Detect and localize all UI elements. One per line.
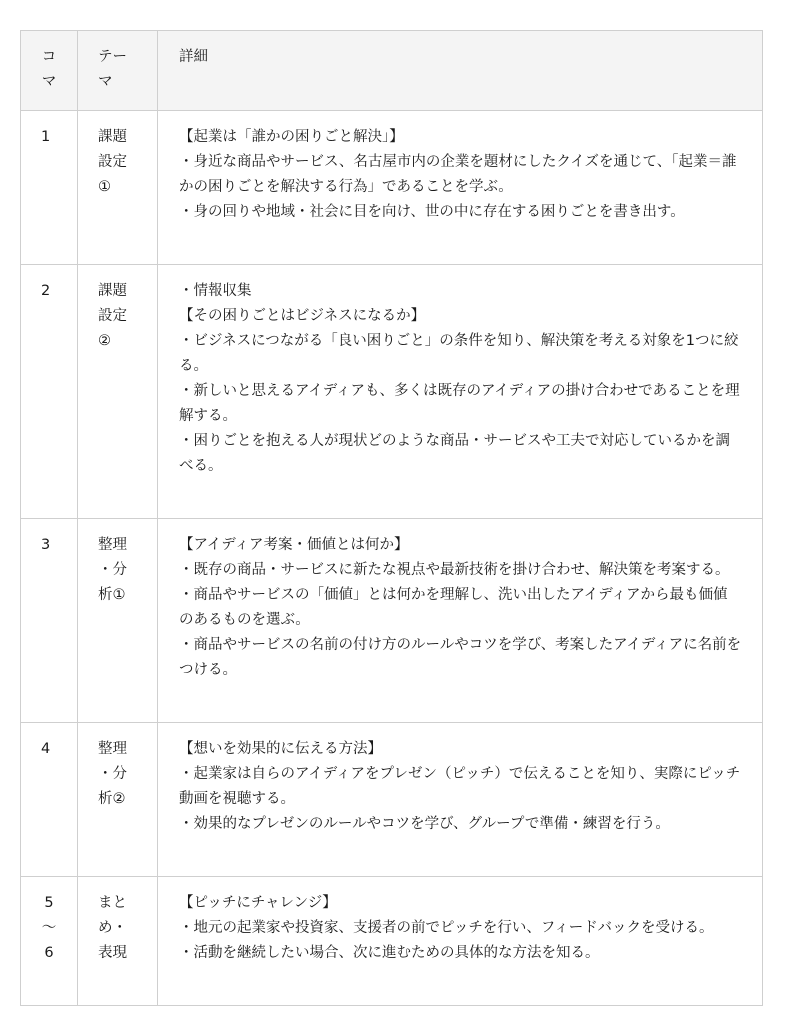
koma-cell	[21, 723, 78, 877]
table-header	[21, 31, 763, 111]
table-row	[21, 723, 763, 877]
header-koma-line: マ	[41, 74, 57, 90]
theme-cell	[78, 519, 158, 723]
detail-line: ・既存の商品・サービスに新たな視点や最新技術を掛け合わせ、解決策を考案する。	[179, 562, 730, 578]
header-koma-line: コ	[41, 49, 57, 65]
detail-cell	[158, 877, 763, 1006]
theme-cell	[78, 111, 158, 265]
theme-line: ・分	[98, 562, 127, 578]
table-body	[21, 111, 763, 1006]
koma-cell	[21, 265, 78, 519]
table-row	[21, 111, 763, 265]
detail-cell	[158, 519, 763, 723]
detail-line: ・ビジネスにつながる「良い困りごと」の条件を知り、解決策を考える対象を1つに絞る。	[179, 333, 739, 374]
theme-line: 析②	[98, 791, 126, 807]
theme-line: 整理	[98, 741, 127, 757]
theme-line: ②	[98, 333, 111, 349]
detail-line: ・活動を継続したい場合、次に進むための具体的な方法を知る。	[179, 945, 600, 961]
detail-line: ・効果的なプレゼンのルールやコツを学び、グループで準備・練習を行う。	[179, 816, 670, 832]
koma-cell	[21, 519, 78, 723]
detail-line: 【ピッチにチャレンジ】	[179, 895, 337, 911]
header-theme-line: マ	[98, 74, 113, 90]
theme-line: 課題	[98, 129, 127, 145]
detail-cell	[158, 723, 763, 877]
theme-line: 整理	[98, 537, 127, 553]
table-row	[21, 519, 763, 723]
koma-number: 1	[41, 129, 51, 145]
detail-line: 【起業は「誰かの困りごと解決」】	[179, 129, 404, 145]
koma-cell	[21, 877, 78, 1006]
theme-line: ①	[98, 179, 111, 195]
theme-line: 表現	[98, 945, 127, 961]
theme-cell	[78, 723, 158, 877]
koma-number: 5	[44, 895, 54, 911]
curriculum-table	[20, 30, 763, 1006]
detail-line: ・困りごとを抱える人が現状どのような商品・サービスや工夫で対応しているかを調べる。	[179, 433, 730, 474]
koma-number: 3	[41, 537, 51, 553]
detail-cell	[158, 111, 763, 265]
detail-line: ・新しいと思えるアイディアも、多くは既存のアイディアの掛け合わせであることを理解する。	[179, 383, 740, 424]
detail-line: ・身近な商品やサービス、名古屋市内の企業を題材にしたクイズを通じて、「起業＝誰かの困りごとを解決する行為」であることを学ぶ。	[179, 154, 737, 195]
theme-line: 設定	[98, 154, 127, 170]
detail-line: 【アイディア考案・価値とは何か】	[179, 537, 409, 553]
koma-range-separator: 〜	[41, 920, 57, 936]
header-theme	[78, 31, 158, 111]
theme-cell	[78, 265, 158, 519]
theme-line: ・分	[98, 766, 127, 782]
table-row	[21, 877, 763, 1006]
theme-line: まと	[98, 895, 127, 911]
theme-cell	[78, 877, 158, 1006]
detail-line: ・地元の起業家や投資家、支援者の前でピッチを行い、フィードバックを受ける。	[179, 920, 714, 936]
theme-line: 課題	[98, 283, 127, 299]
detail-line: 【その困りごとはビジネスになるか】	[179, 308, 426, 324]
header-detail: 詳細	[158, 31, 763, 111]
header-theme-line: テー	[98, 49, 127, 65]
detail-line: 【想いを効果的に伝える方法】	[179, 741, 382, 757]
table-row	[21, 265, 763, 519]
koma-number: 4	[41, 741, 51, 757]
koma-cell	[21, 111, 78, 265]
detail-line: ・商品やサービスの「価値」とは何かを理解し、洗い出したアイディアから最も価値のあるものを選ぶ。	[179, 587, 728, 628]
header-row	[21, 31, 763, 111]
detail-line: ・情報収集	[179, 283, 252, 299]
koma-number: 2	[41, 283, 51, 299]
koma-number: 6	[44, 945, 54, 961]
detail-cell	[158, 265, 763, 519]
header-koma	[21, 31, 78, 111]
theme-line: 設定	[98, 308, 127, 324]
theme-line: め・	[98, 920, 127, 936]
detail-line: ・身の回りや地域・社会に目を向け、世の中に存在する困りごとを書き出す。	[179, 204, 685, 220]
detail-line: ・商品やサービスの名前の付け方のルールやコツを学び、考案したアイディアに名前をつける。	[179, 637, 742, 678]
theme-line: 析①	[98, 587, 126, 603]
detail-line: ・起業家は自らのアイディアをプレゼン（ピッチ）で伝えることを知り、実際にピッチ動画を視聴する。	[179, 766, 741, 807]
